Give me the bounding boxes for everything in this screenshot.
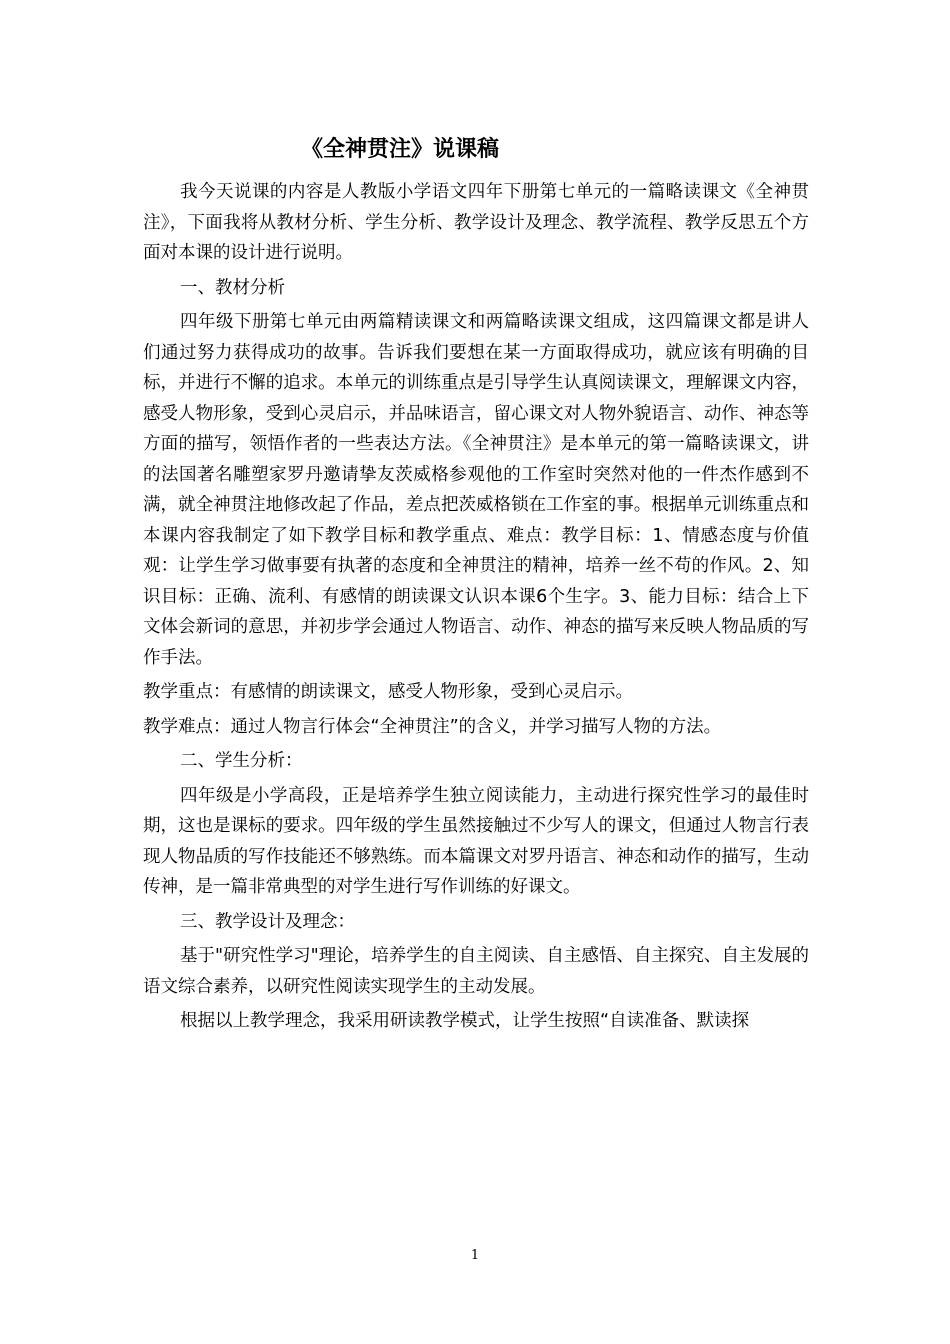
intro-paragraph: 我今天说课的内容是人教版小学语文四年下册第七单元的一篇略读课文《全神贯注》，下面我将从教材分析、学生分析、教学设计及理念、教学流程、教学反思五个方面对本课的设计进行说明。 (143, 182, 809, 263)
teaching-mode-paragraph: 根据以上教学理念，我采用研读教学模式，让学生按照“自读准备、默读探 (180, 1011, 750, 1031)
section-heading-1: 一、教材分析 (180, 277, 285, 298)
page-number: 1 (470, 1248, 480, 1263)
document-title: 《全神贯注》说课稿 (301, 137, 500, 162)
section-heading-2: 二、学生分析： (180, 751, 303, 771)
difficulty-line: 教学难点：通过人物言行体会“全神贯注”的含义，并学习描写人物的方法。 (143, 716, 722, 737)
design-concept-paragraph: 基于"研究性学习"理论，培养学生的自主阅读、自主感悟、自主探究、自主发展的语文综合素养，以研究性阅读实现学生的主动发展。 (143, 946, 809, 997)
textbook-analysis-paragraph: 四年级下册第七单元由两篇精读课文和两篇略读课文组成，这四篇课文都是讲人们通过努力获得成功的故事。告诉我们要想在某一方面取得成功，就应该有明确的目标，并进行不懈的追求。本单元的训练重点是引导学生认真阅读课文，理解课文内容，感受人物形象，受到心灵启示，并品味语言，留心课文对人物外貌语言、动作、神态等方面的描写，领悟作者的一些表达方法。《全神贯注》是本单元的第一篇略读课文，讲的法国著名雕塑家罗丹邀请挚友茨威格参观他的工作室时突然对他的一件杰作感到不满，就全神贯注地修改起了作品，差点把茨威格锁在工作室的事。根据单元训练重点和本课内容我制定了如下教学目标和教学重点、难点：教学目标：1、情感态度与价值观：让学生学习做事要有执著的态度和全神贯注的精神，培养一丝不苟的作风。2、知识目标：正确、流利、有感情的朗读课文认识本课6个生字。3、能力目标：结合上下文体会新词的意思，并初步学会通过人物语言、动作、神态的描写来反映人物品质的写作手法。 (143, 312, 809, 668)
student-analysis-paragraph: 四年级是小学高段，正是培养学生独立阅读能力，主动进行探究性学习的最佳时期，这也是课标的要求。四年级的学生虽然接触过不少写人的课文，但通过人物言行表现人物品质的写作技能还不够熟练。而本篇课文对罗丹语言、神态和动作的描写，生动传神，是一篇非常典型的对学生进行写作训练的好课文。 (143, 785, 809, 897)
document-body (143, 130, 809, 1037)
key-point-line: 教学重点：有感情的朗读课文，感受人物形象，受到心灵启示。 (143, 682, 633, 702)
section-heading-3: 三、教学设计及理念： (180, 911, 355, 932)
